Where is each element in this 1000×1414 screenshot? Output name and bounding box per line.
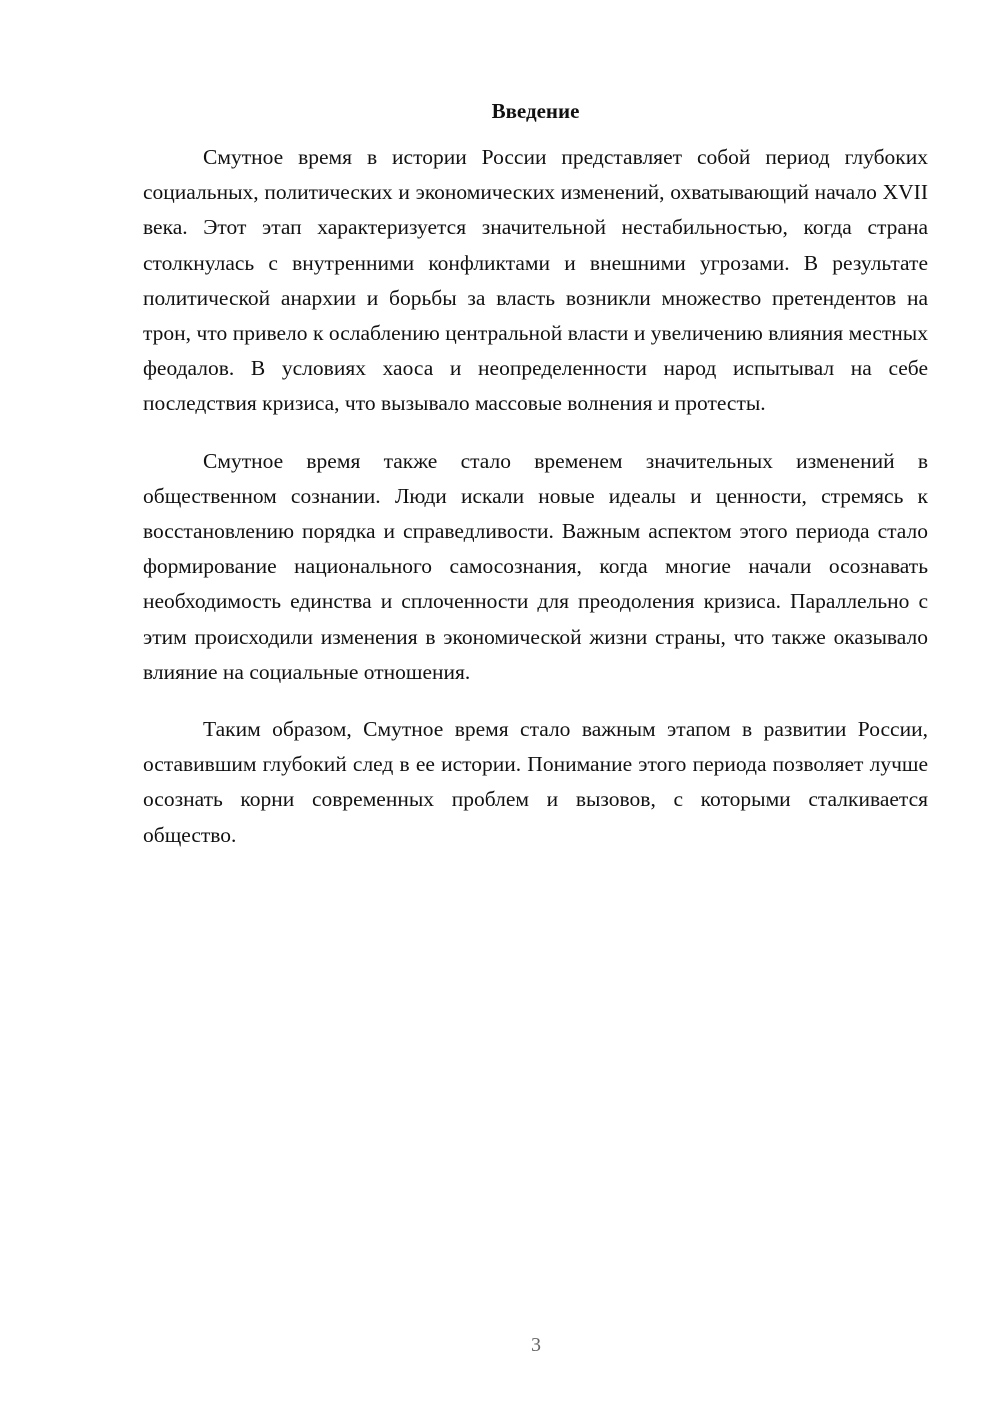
section-heading: Введение (491, 99, 580, 123)
paragraph-2: Смутное время также стало временем значительных изменений в общественном сознании. Люди искали новые идеалы и ценности, стремясь к восстановлению порядка и справедливости. Важным аспектом этого периода стало формирование национального самосознания, когда многие начали осознавать необходимость единства и сплоченности для преодоления кризиса. Параллельно с этим происходили изменения в экономической жизни страны, что также оказывало влияние на социальные отношения. (143, 448, 928, 684)
page-number: 3 (531, 1334, 541, 1356)
page-content (143, 96, 928, 875)
paragraph-1: Смутное время в истории России представляет собой период глубоких социальных, политических и экономических изменений, охватывающий начало XVII века. Этот этап характеризуется значительной нестабильностью, когда страна столкнулась с внутренними конфликтами и внешними угрозами. В результате политической анархии и борьбы за власть возникли множество претендентов на трон, что привело к ослаблению центральной власти и увеличению влияния местных феодалов. В условиях хаоса и неопределенности народ испытывал на себе последствия кризиса, что вызывало массовые волнения и протесты. (143, 145, 928, 416)
paragraph-3: Таким образом, Смутное время стало важным этапом в развитии России, оставившим глубокий след в ее истории. Понимание этого периода позволяет лучше осознать корни современных проблем и вызовов, с которыми сталкивается общество. (143, 717, 928, 847)
